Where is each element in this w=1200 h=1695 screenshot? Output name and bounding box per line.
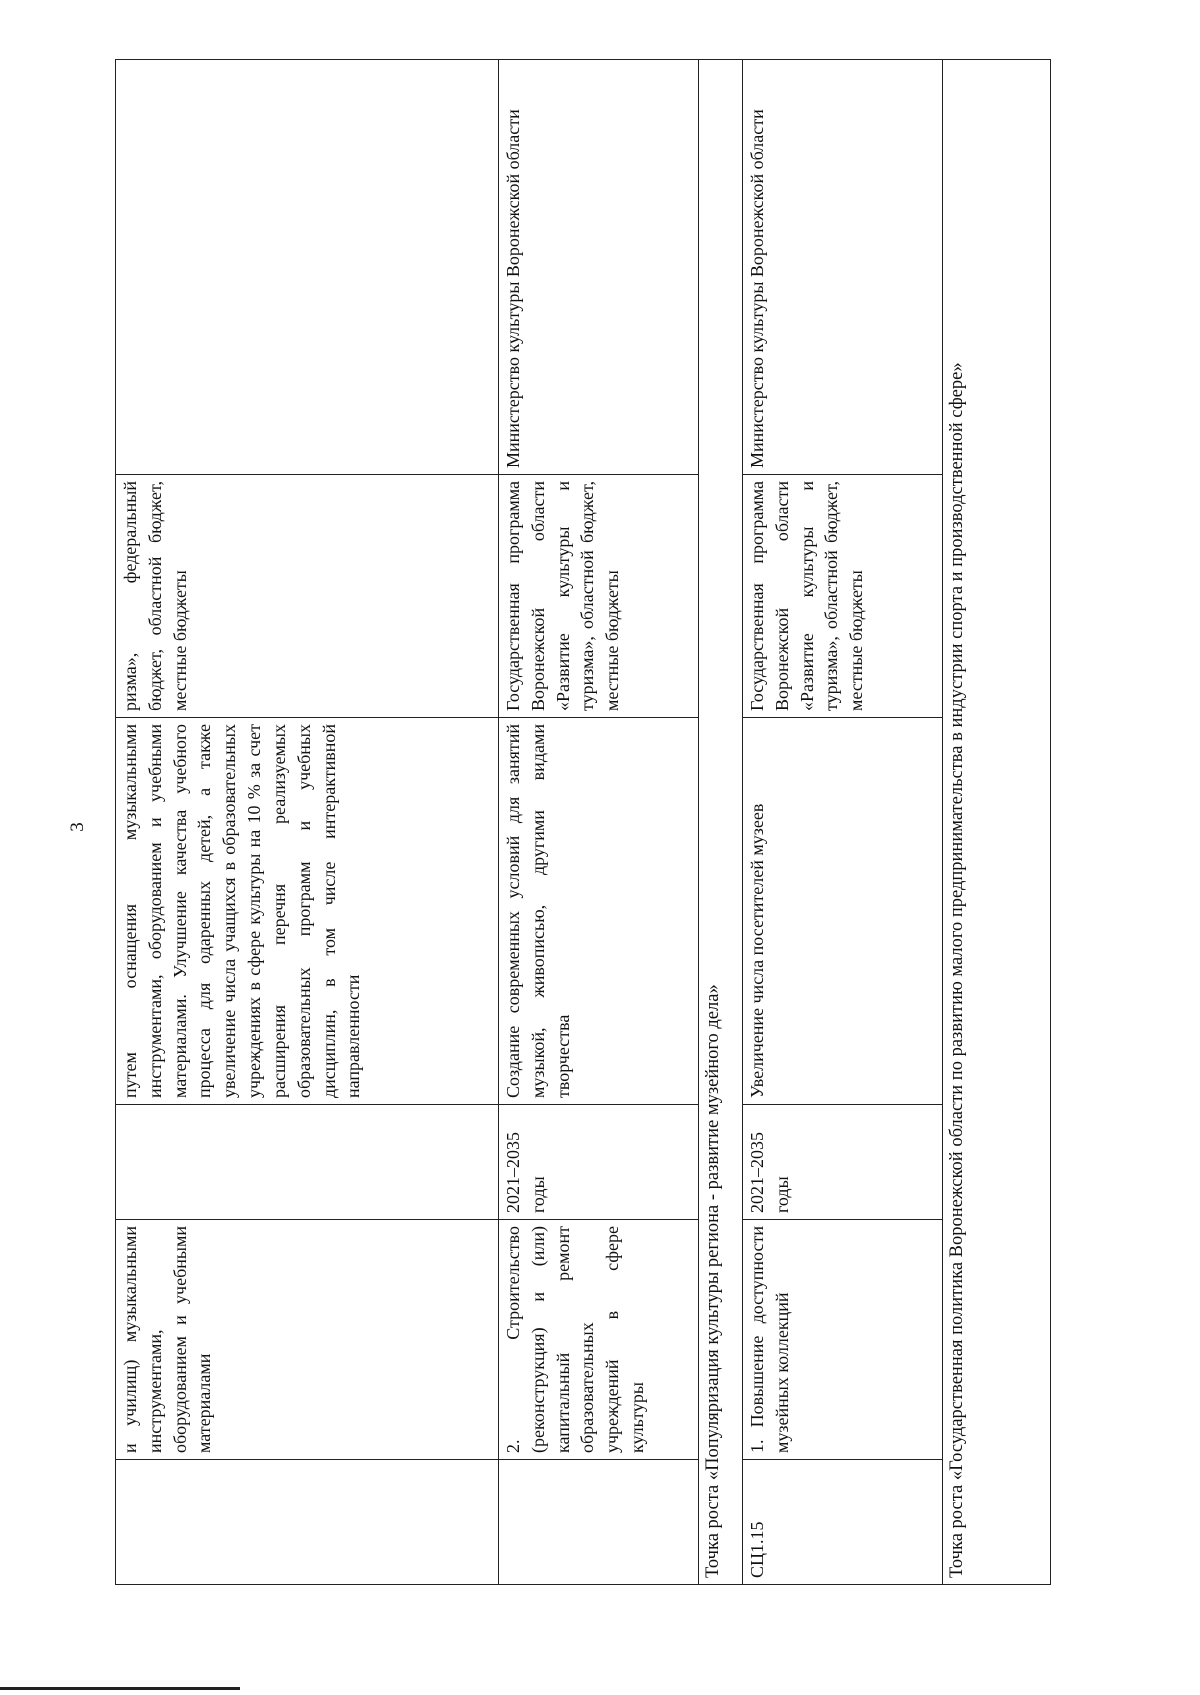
event-cell: 2. Строительство (реконструкция) и (или) капитальный ремонт образовательных учреждений в сфере культуры (499, 1220, 699, 1460)
years-cell: 2021–2035 годы (743, 1105, 943, 1220)
section-row (943, 60, 1051, 1585)
section-row (699, 60, 743, 1585)
years-cell: 2021–2035 годы (499, 1105, 699, 1220)
source-cell: Государственная программа Воронежской области «Развитие культуры и туризма», областной бюджет, местные бюджеты (743, 475, 943, 718)
page-number: 3 (67, 822, 88, 832)
code-cell (116, 1460, 499, 1585)
rotated-table-container (115, 60, 1050, 1585)
executor-cell: Министерство культуры Воронежской области (743, 60, 943, 475)
code-cell: СЦ1.15 (743, 1460, 943, 1585)
executor-cell: Министерство культуры Воронежской области (499, 60, 699, 475)
result-cell: Создание современных условий для занятий музыкой, живописью, другими видами творчества (499, 718, 699, 1105)
section-header: Точка роста «Популяризация культуры региона - развитие музейного дела» (699, 60, 743, 1585)
scan-artifact-line (0, 1687, 240, 1690)
section-header: Точка роста «Государственная политика Воронежской области по развитию малого предпринимательства в индустрии спорта и производственной сфере» (943, 60, 1051, 1585)
years-cell (116, 1105, 499, 1220)
measures-table (115, 59, 1051, 1585)
executor-cell (116, 60, 499, 475)
code-cell (499, 1460, 699, 1585)
event-cell: и училищ) музыкальными инструментами, оборудованием и учебными материалами (116, 1220, 499, 1460)
result-cell: Увеличение числа посетителей музеев (743, 718, 943, 1105)
source-cell: Государственная программа Воронежской области «Развитие культуры и туризма», областной бюджет, местные бюджеты (499, 475, 699, 718)
table-row (499, 60, 699, 1585)
source-cell: ризма», федеральный бюджет, областной бюджет, местные бюджеты (116, 475, 499, 718)
table-row (116, 60, 499, 1585)
event-cell: 1. Повышение доступности музейных коллекций (743, 1220, 943, 1460)
result-cell: путем оснащения музыкальными инструментами, оборудованием и учебными материалами. Улучшение качества учебного процесса для одаренных детей, а также увеличение числа учащихся в образовательных учреждениях в сфере культуры на 10 % за счет расширения перечня реализуемых образовательных программ и учебных дисциплин, в том числе интерактивной направленности (116, 718, 499, 1105)
table-row (743, 60, 943, 1585)
